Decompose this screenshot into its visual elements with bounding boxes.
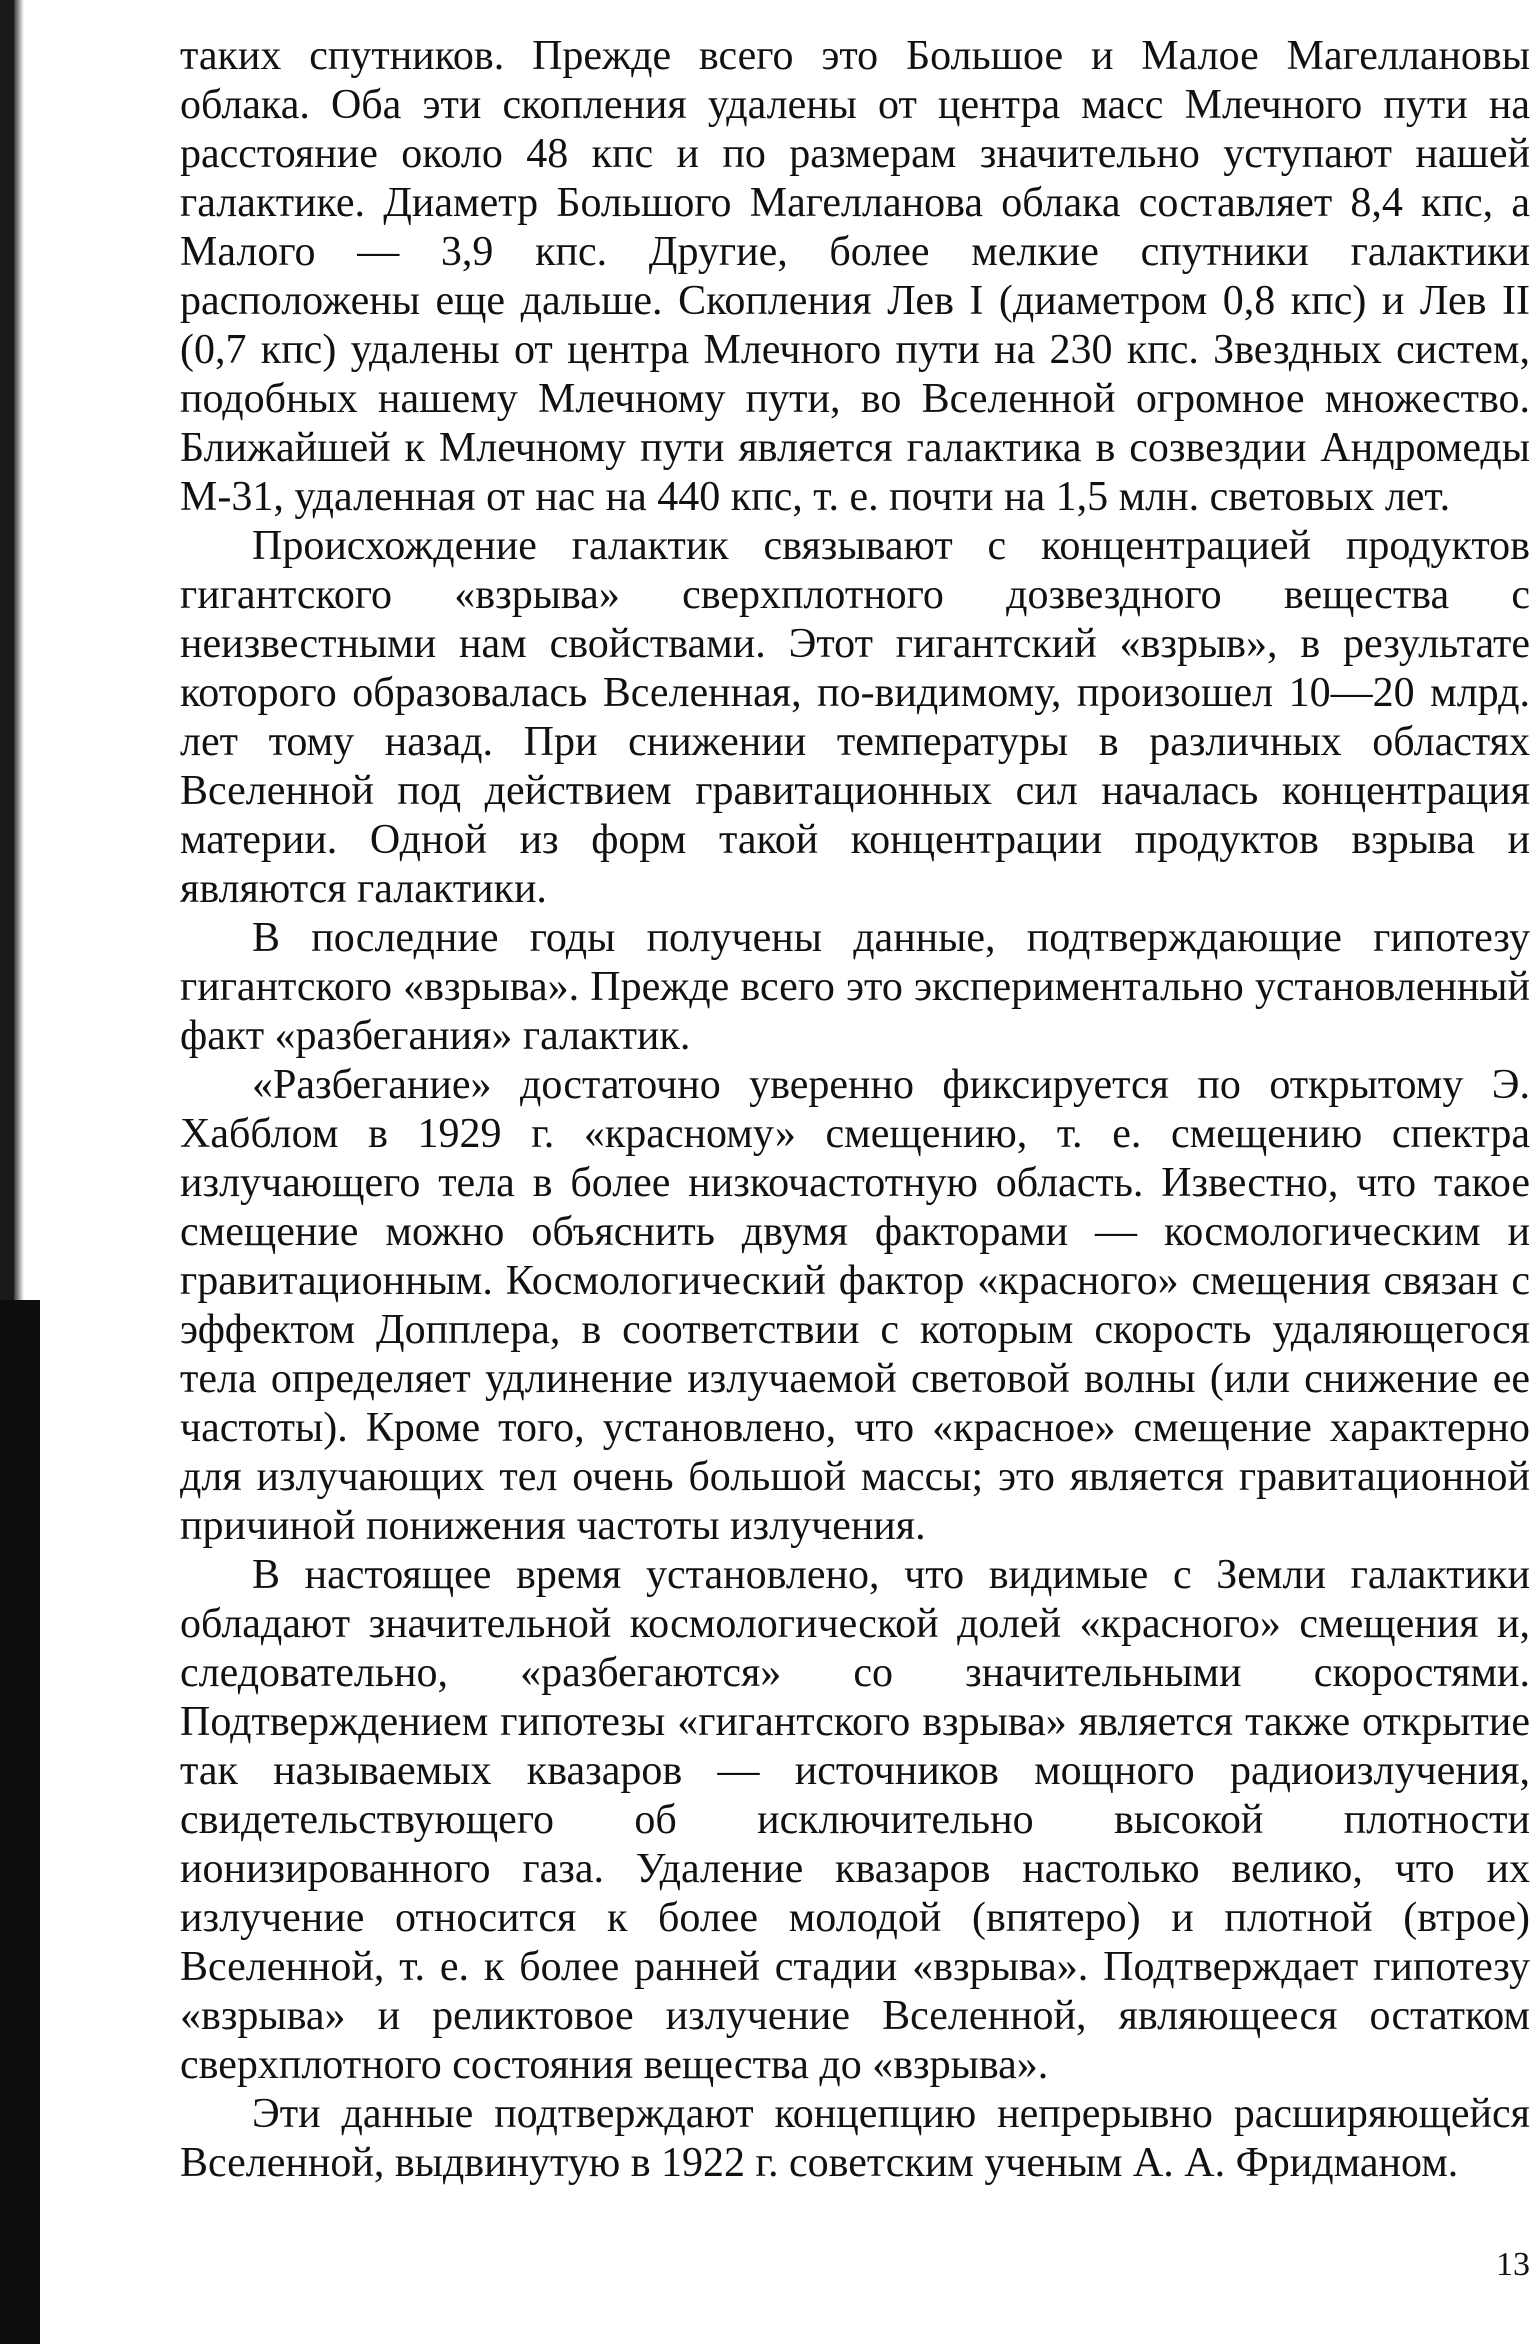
paragraph-redshift: «Разбегание» достаточно уверенно фиксируется по открытому Э. Хабблом в 1929 г. «красному» смещению, т. е. смещению спектра излучающего тела в более низкочастотную область. Известно, что такое смещение можно объяснить двумя факторами — космологическим и гравитационным. Космологический фактор «красного» смещения связан с эффектом Допплера, в соответствии с которым скорость удаляющегося тела определяет удлинение излучаемой световой волны (или снижение ее частоты). Кроме того, установлено, что «красное» смещение характерно для излучающих тел очень большой массы; это является гравитационной причиной понижения частоты излучения. (180, 1062, 1530, 1549)
page-body (180, 32, 1530, 2188)
page-binding-dark-block (0, 1300, 40, 2344)
paragraph-quasars: В настоящее время установлено, что видимые с Земли галактики обладают значительной космологической долей «красного» смещения и, следовательно, «разбегаются» со значительными скоростями. Подтверждением гипотезы «гигантского взрыва» является также открытие так называемых квазаров — источников мощного радиоизлучения, свидетельствующего об исключительно высокой плотности ионизированного газа. Удаление квазаров настолько велико, что их излучение относится к более молодой (впятеро) и плотной (втрое) Вселенной, т. е. к более ранней стадии «взрыва». Подтверждает гипотезу «взрыва» и реликтовое излучение Вселенной, являющееся остатком сверхплотного состояния вещества до «взрыва». (180, 1552, 1530, 2088)
paragraph-friedmann: Эти данные подтверждают концепцию непрерывно расширяющейся Вселенной, выдвинутую в 1922 г. советским ученым А. А. Фридманом. (180, 2091, 1530, 2186)
paragraph-explosion-evidence: В последние годы получены данные, подтверждающие гипотезу гигантского «взрыва». Прежде всего это экспериментально установленный факт «разбегания» галактик. (180, 915, 1530, 1059)
paragraph-galaxy-origin: Происхождение галактик связывают с концентрацией продуктов гигантского «взрыва» сверхплотного дозвездного вещества с неизвестными нам свойствами. Этот гигантский «взрыв», в результате которого образовалась Вселенная, по-видимому, произошел 10—20 млрд. лет тому назад. При снижении температуры в различных областях Вселенной под действием гравитационных сил началась концентрация материи. Одной из форм такой концентрации продуктов взрыва и являются галактики. (180, 523, 1530, 912)
page-number: 13 (1496, 2246, 1530, 2283)
paragraph-satellites: таких спутников. Прежде всего это Большое и Малое Магеллановы облака. Оба эти скопления удалены от центра масс Млечного пути на расстояние около 48 кпс и по размерам значительно уступают нашей галактике. Диаметр Большого Магелланова облака составляет 8,4 кпс, а Малого — 3,9 кпс. Другие, более мелкие спутники галактики расположены еще дальше. Скопления Лев I (диаметром 0,8 кпс) и Лев II (0,7 кпс) удалены от центра Млечного пути на 230 кпс. Звездных систем, подобных нашему Млечному пути, во Вселенной огромное множество. Ближайшей к Млечному пути является галактика в созвездии Андромеды М-31, удаленная от нас на 440 кпс, т. е. почти на 1,5 млн. световых лет. (180, 33, 1530, 520)
